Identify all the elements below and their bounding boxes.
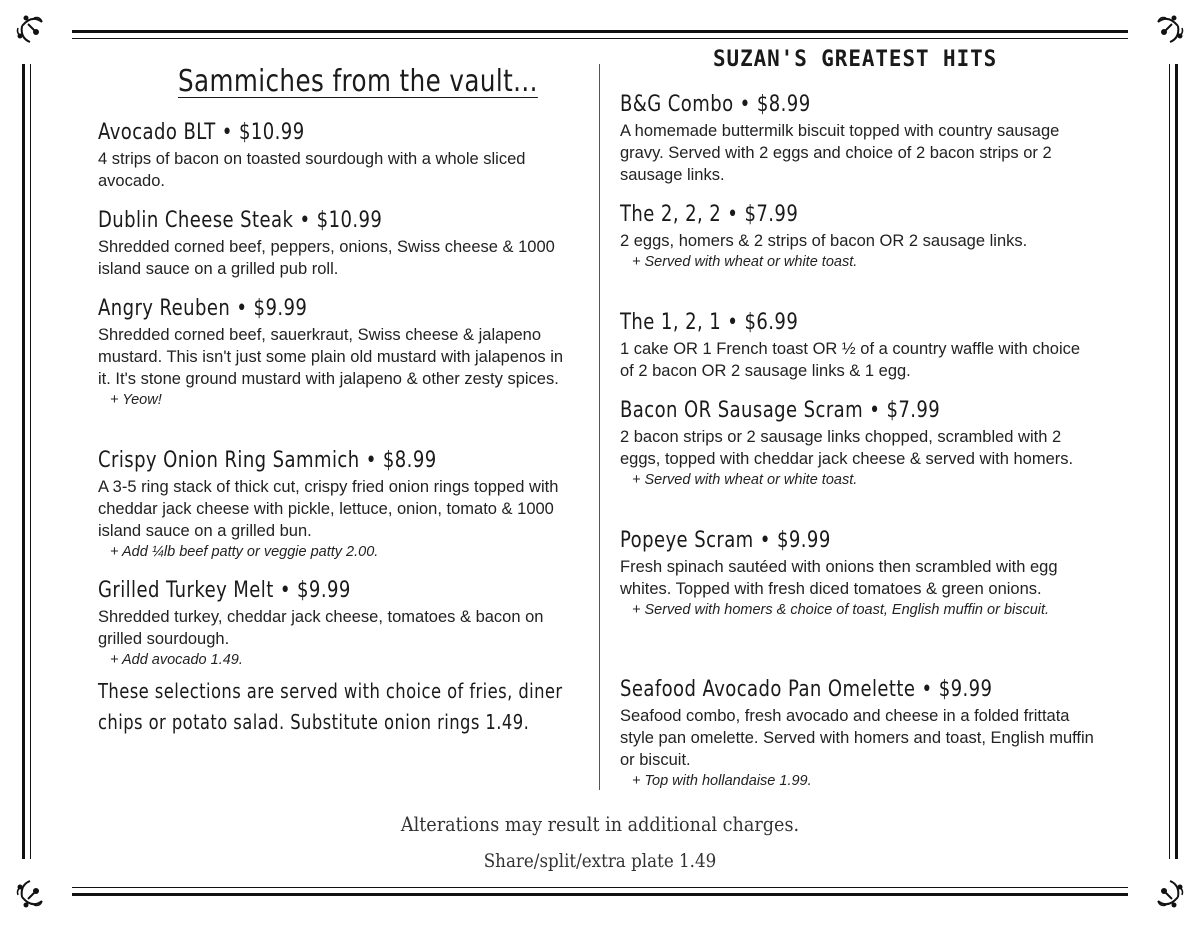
corner-flourish-icon — [12, 859, 72, 915]
alterations-notice: Alterations may result in additional charges. — [400, 812, 800, 836]
item-description: Fresh spinach sautéed with onions then scrambled with egg whites. Topped with fresh diced tomatoes & green onions. — [620, 558, 1058, 598]
sides-footnote-text: These selections are served with choice of fries, diner chips or potato salad. Substitute onion rings 1.49. — [98, 679, 563, 734]
item-name: Avocado BLT • $10.99 — [98, 120, 305, 145]
item-name: Dublin Cheese Steak • $10.99 — [98, 208, 383, 233]
item-note: + Top with hollandaise 1.99. — [632, 773, 812, 789]
item-description: A 3-5 ring stack of thick cut, crispy fried onion rings topped with cheddar jack cheese with pickle, lettuce, onion, tomato & 1000 island sauce on a grilled bun. — [98, 478, 559, 540]
menu-item — [620, 528, 1095, 620]
corner-flourish-icon — [12, 8, 72, 64]
item-name: Seafood Avocado Pan Omelette • $9.99 — [620, 677, 993, 702]
item-note: + Served with wheat or white toast. — [632, 472, 858, 488]
section-title-sammiches: Sammiches from the vault... — [178, 64, 538, 99]
section-title-greatest-hits: SUZAN'S GREATEST HITS — [713, 47, 998, 72]
item-note: + Served with homers & choice of toast, English muffin or biscuit. — [632, 602, 1050, 618]
item-note: + Add ¼lb beef patty or veggie patty 2.00. — [110, 544, 379, 560]
menu-item — [98, 578, 568, 670]
item-name: Crispy Onion Ring Sammich • $8.99 — [98, 448, 437, 473]
menu-item — [98, 296, 568, 410]
item-note: + Add avocado 1.49. — [110, 652, 243, 668]
item-note: + Yeow! — [110, 392, 162, 408]
item-name: Bacon OR Sausage Scram • $7.99 — [620, 398, 941, 423]
item-description: Shredded turkey, cheddar jack cheese, tomatoes & bacon on grilled sourdough. — [98, 608, 544, 648]
item-description: Seafood combo, fresh avocado and cheese in a folded frittata style pan omelette. Served with homers and toast, English muffin or biscuit. — [620, 707, 1094, 769]
menu-item — [98, 448, 568, 562]
item-name: B&G Combo • $8.99 — [620, 92, 811, 117]
menu-item — [98, 208, 568, 280]
item-description: 2 bacon strips or 2 sausage links chopped, scrambled with 2 eggs, topped with cheddar jack cheese & served with homers. — [620, 428, 1074, 468]
item-name: Popeye Scram • $9.99 — [620, 528, 831, 553]
item-name: The 2, 2, 2 • $7.99 — [620, 202, 799, 227]
item-name: Grilled Turkey Melt • $9.99 — [98, 578, 351, 603]
menu-item — [620, 398, 1095, 490]
column-divider — [599, 64, 600, 790]
corner-flourish-icon — [1128, 859, 1188, 915]
extra-plate-notice: Share/split/extra plate 1.49 — [483, 850, 717, 872]
menu-item — [98, 120, 568, 192]
menu-item — [620, 310, 1095, 382]
item-name: The 1, 2, 1 • $6.99 — [620, 310, 799, 335]
corner-flourish-icon — [1128, 8, 1188, 64]
item-note: + Served with wheat or white toast. — [632, 254, 858, 270]
sides-footnote — [98, 676, 588, 738]
menu-item — [620, 677, 1095, 791]
item-description: A homemade buttermilk biscuit topped with country sausage gravy. Served with 2 eggs and choice of 2 bacon strips or 2 sausage links. — [620, 122, 1060, 184]
item-description: 1 cake OR 1 French toast OR ½ of a country waffle with choice of 2 bacon OR 2 sausage links & 1 egg. — [620, 340, 1081, 380]
item-description: 2 eggs, homers & 2 strips of bacon OR 2 sausage links. — [620, 232, 1028, 250]
item-description: 4 strips of bacon on toasted sourdough with a whole sliced avocado. — [98, 150, 526, 190]
menu-item — [620, 92, 1095, 186]
item-description: Shredded corned beef, sauerkraut, Swiss cheese & jalapeno mustard. This isn't just some plain old mustard with jalapenos in it. It's stone ground mustard with jalapeno & other zesty spices. — [98, 326, 564, 388]
menu-item — [620, 202, 1095, 272]
item-name: Angry Reuben • $9.99 — [98, 296, 308, 321]
item-description: Shredded corned beef, peppers, onions, Swiss cheese & 1000 island sauce on a grilled pub roll. — [98, 238, 555, 278]
